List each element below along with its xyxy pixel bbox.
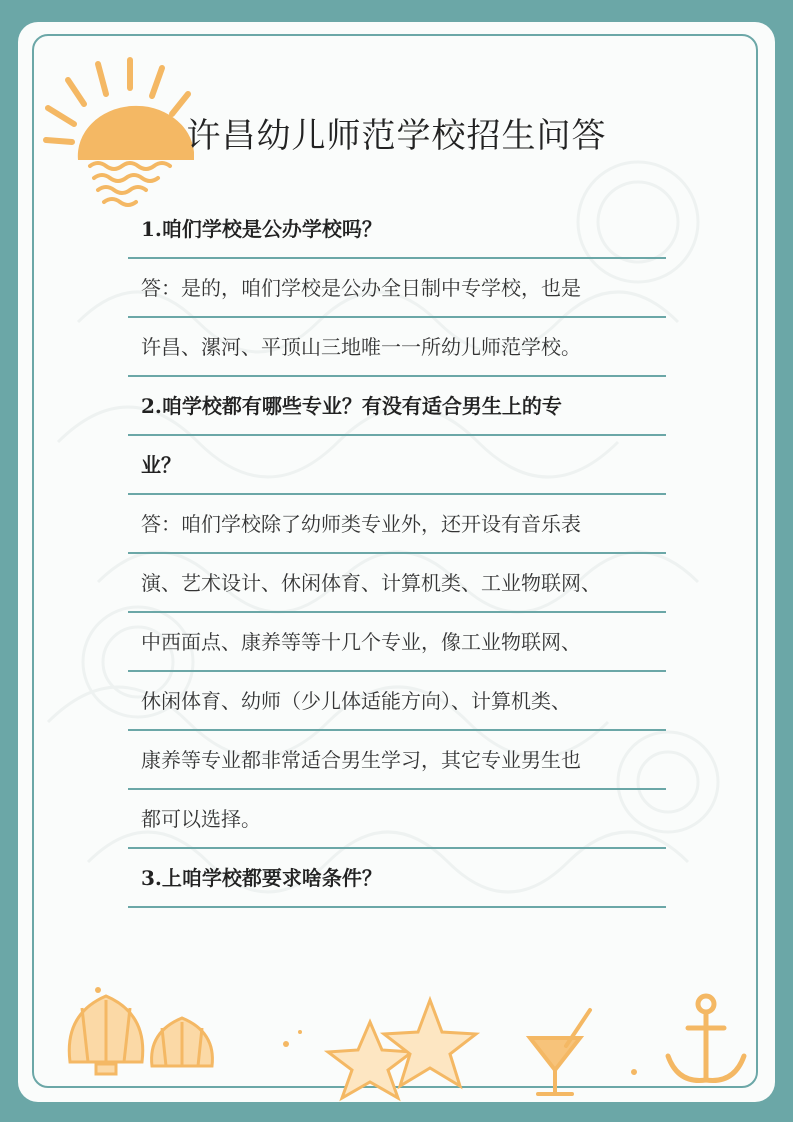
answer-line: 答：咱们学校除了幼师类专业外，还开设有音乐表 bbox=[128, 495, 666, 554]
poster-card bbox=[18, 22, 775, 1102]
question-line: 2.咱学校都有哪些专业？有没有适合男生上的专 bbox=[128, 377, 666, 436]
question-line: 3.上咱学校都要求啥条件？ bbox=[128, 849, 666, 908]
starfish-icon bbox=[384, 1000, 476, 1086]
question-line: 业？ bbox=[128, 436, 666, 495]
answer-line: 休闲体育、幼师（少儿体适能方向）、计算机类、 bbox=[128, 672, 666, 731]
answer-line: 中西面点、康养等等十几个专业，像工业物联网、 bbox=[128, 613, 666, 672]
answer-line: 康养等专业都非常适合男生学习，其它专业男生也 bbox=[128, 731, 666, 790]
page-title: 许昌幼儿师范学校招生问答 bbox=[186, 116, 607, 156]
bottom-decoration-strip bbox=[18, 952, 775, 1102]
qa-list bbox=[128, 200, 666, 908]
cocktail-icon bbox=[530, 1010, 590, 1094]
shell-icon bbox=[69, 996, 143, 1074]
shell-icon bbox=[152, 1018, 213, 1066]
question-line: 1.咱们学校是公办学校吗？ bbox=[128, 200, 666, 259]
answer-line: 答：是的，咱们学校是公办全日制中专学校，也是 bbox=[128, 259, 666, 318]
anchor-icon bbox=[668, 996, 744, 1081]
answer-line: 演、艺术设计、休闲体育、计算机类、工业物联网、 bbox=[128, 554, 666, 613]
answer-line: 都可以选择。 bbox=[128, 790, 666, 849]
answer-line: 许昌、漯河、平顶山三地唯一一所幼儿师范学校。 bbox=[128, 318, 666, 377]
